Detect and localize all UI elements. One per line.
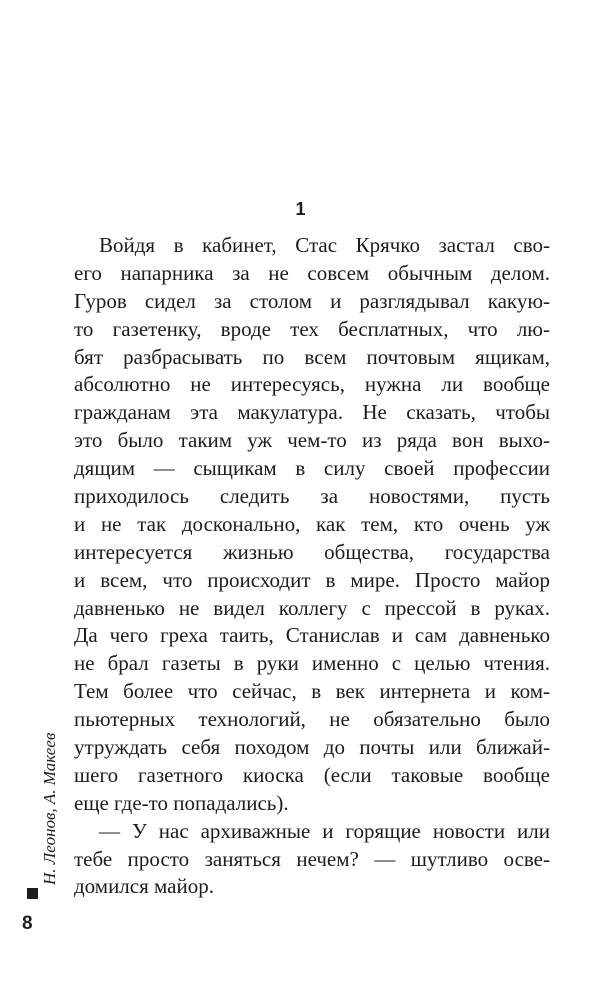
text-line: не брал газеты в руки именно с целью чтения. [74,651,550,676]
text-line: дящим — сыщикам в силу своей профессии [74,456,550,481]
text-line: и не так досконально, как тем, кто очень уж [74,511,550,536]
text-line: гражданам эта макулатура. Не сказать, чтобы [74,400,550,425]
chapter-number: 1 [295,199,306,219]
text-line: абсолютно не интересуясь, нужна ли вообще [74,372,550,397]
text-line: пьютерных технологий, не обязательно было [74,707,550,732]
text-line: и всем, что происходит в мире. Просто майор [74,567,550,592]
text-line: шего газетного киоска (если таковые вообще [74,762,550,787]
running-author-header: Н. Леонов, А. Макеев [40,732,59,885]
text-line: то газетенку, вроде тех бесплатных, что лю- [74,316,550,341]
text-line: утруждать себя походом до почты или ближай- [74,735,550,760]
text-line: это было таким уж чем-то из ряда вон выхо- [74,428,550,453]
text-line: — У нас архиважные и горящие новости или [99,818,550,843]
text-line: Войдя в кабинет, Стас Крячко застал сво- [99,233,550,257]
text-line: Тем более что сейчас, в век интернета и ком- [74,679,550,704]
square-marker-icon [27,888,38,899]
text-line: еще где-то попадались). [74,790,289,815]
text-line: его напарника за не совсем обычным делом. [74,260,550,285]
text-line: Гуров сидел за столом и разглядывал какую- [74,288,550,313]
body-text [74,232,550,901]
text-line: домился майор. [74,874,214,899]
page-number: 8 [22,913,33,934]
text-line: Да чего греха таить, Станислав и сам давненько [74,623,550,648]
text-line: тебе просто заняться нечем? — шутливо осве- [74,846,550,871]
text-line: приходилось следить за новостями, пусть [74,484,550,509]
text-line: бят разбрасывать по всем почтовым ящикам, [74,344,550,369]
text-line: интересуется жизнью общества, государства [74,539,550,564]
text-line: давненько не видел коллегу с прессой в руках. [74,595,550,620]
